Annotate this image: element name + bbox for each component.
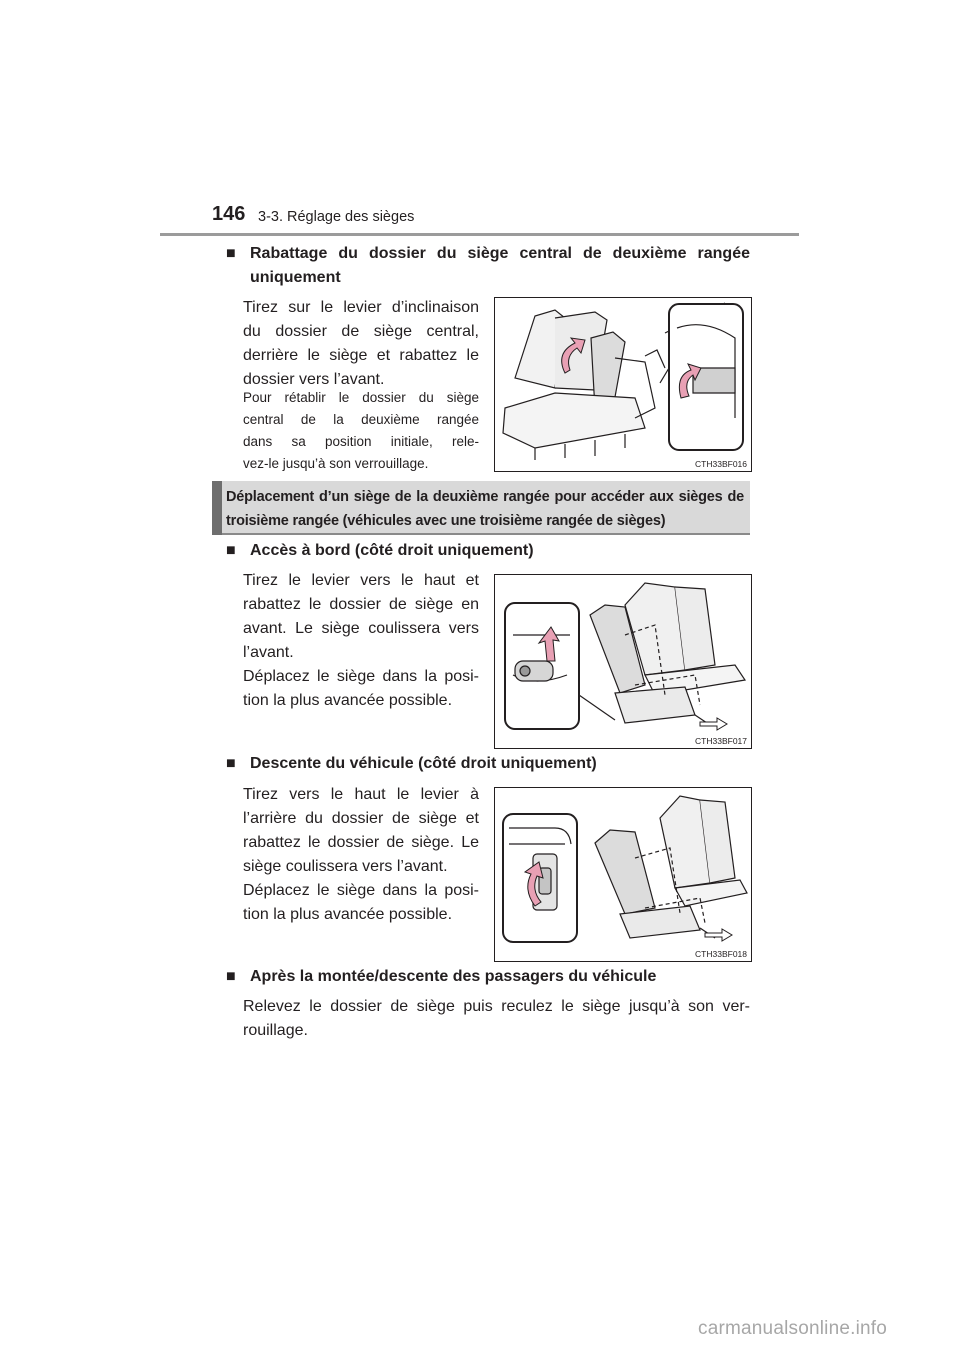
text-line: Tirez vers le haut le levier à <box>243 786 479 803</box>
text-line: derrière le siège et rabattez le <box>243 347 479 364</box>
band-title <box>226 485 744 533</box>
header-rule <box>160 233 799 236</box>
section1-heading-line2: uniquement <box>250 269 341 286</box>
text-line: Pour rétablir le dossier du siège <box>243 390 479 405</box>
text-line: Tirez sur le levier d’inclinaison <box>243 299 479 316</box>
chapter-title: 3-3. Réglage des sièges <box>258 209 415 225</box>
page-number: 146 <box>212 203 246 225</box>
text-line: Déplacez le siège dans la posi- <box>243 882 479 899</box>
section2-heading <box>226 539 750 563</box>
text-line: l’arrière du dossier de siège et <box>243 810 479 827</box>
text-line: du dossier de siège central, <box>243 323 479 340</box>
text-line: tion la plus avancée possible. <box>243 692 453 709</box>
text-line: avant. Le siège coulissera vers <box>243 620 479 637</box>
text-line: dossier vers l’avant. <box>243 371 385 388</box>
text-line: l’avant. <box>243 644 294 661</box>
band-line: troisième rangée (véhicules avec une troisième rangée de sièges) <box>226 513 666 529</box>
section4-heading-text: Après la montée/descente des passagers du véhicule <box>250 968 657 985</box>
section1-heading-line1: Rabattage du dossier du siège central de deuxième rangée <box>250 245 750 262</box>
text-line: Déplacez le siège dans la posi- <box>243 668 479 685</box>
section3-body <box>243 783 479 879</box>
section3-heading-text: Descente du véhicule (côté droit uniquement) <box>250 755 597 772</box>
text-line: rabattez le dossier de siège. Le <box>243 834 479 851</box>
band-line: Déplacement d’un siège de la deuxième rangée pour accéder aux sièges de <box>226 489 744 505</box>
text-line: Tirez le levier vers le haut et <box>243 572 479 589</box>
section1-body <box>243 296 479 392</box>
text-line: siège coulissera vers l’avant. <box>243 858 448 875</box>
text-line: central de la deuxième rangée <box>243 412 479 427</box>
figure-fold-center-seat <box>494 297 752 472</box>
figure-code: CTH33BF017 <box>695 736 747 746</box>
bullet-icon: ■ <box>226 245 236 262</box>
text-line: rabattez le dossier de siège en <box>243 596 479 613</box>
figure-code: CTH33BF018 <box>695 949 747 959</box>
subsection-band <box>212 481 750 535</box>
section3-body2 <box>243 879 479 927</box>
section4-body <box>243 995 750 1043</box>
text-line: dans sa position initiale, rele- <box>243 434 479 449</box>
band-marker <box>212 481 222 535</box>
section1-note <box>243 387 479 475</box>
text-line: tion la plus avancée possible. <box>243 906 453 923</box>
section2-body <box>243 569 479 665</box>
bullet-icon: ■ <box>226 968 236 985</box>
figure-exit-seat <box>494 787 752 962</box>
bullet-icon: ■ <box>226 542 236 559</box>
section4-heading <box>226 965 750 989</box>
section3-heading <box>226 752 750 776</box>
text-line: vez-le jusqu’à son verrouillage. <box>243 456 429 471</box>
watermark: carmanualsonline.info <box>698 1318 888 1339</box>
section2-heading-text: Accès à bord (côté droit uniquement) <box>250 542 534 559</box>
figure-access-seat <box>494 574 752 749</box>
section1-heading <box>226 242 750 290</box>
figure-code: CTH33BF016 <box>695 459 747 469</box>
text-line: rouillage. <box>243 1022 308 1039</box>
text-line: Relevez le dossier de siège puis reculez le siège jusqu’à son ver- <box>243 998 750 1015</box>
bullet-icon: ■ <box>226 755 236 772</box>
section2-body2 <box>243 665 479 713</box>
